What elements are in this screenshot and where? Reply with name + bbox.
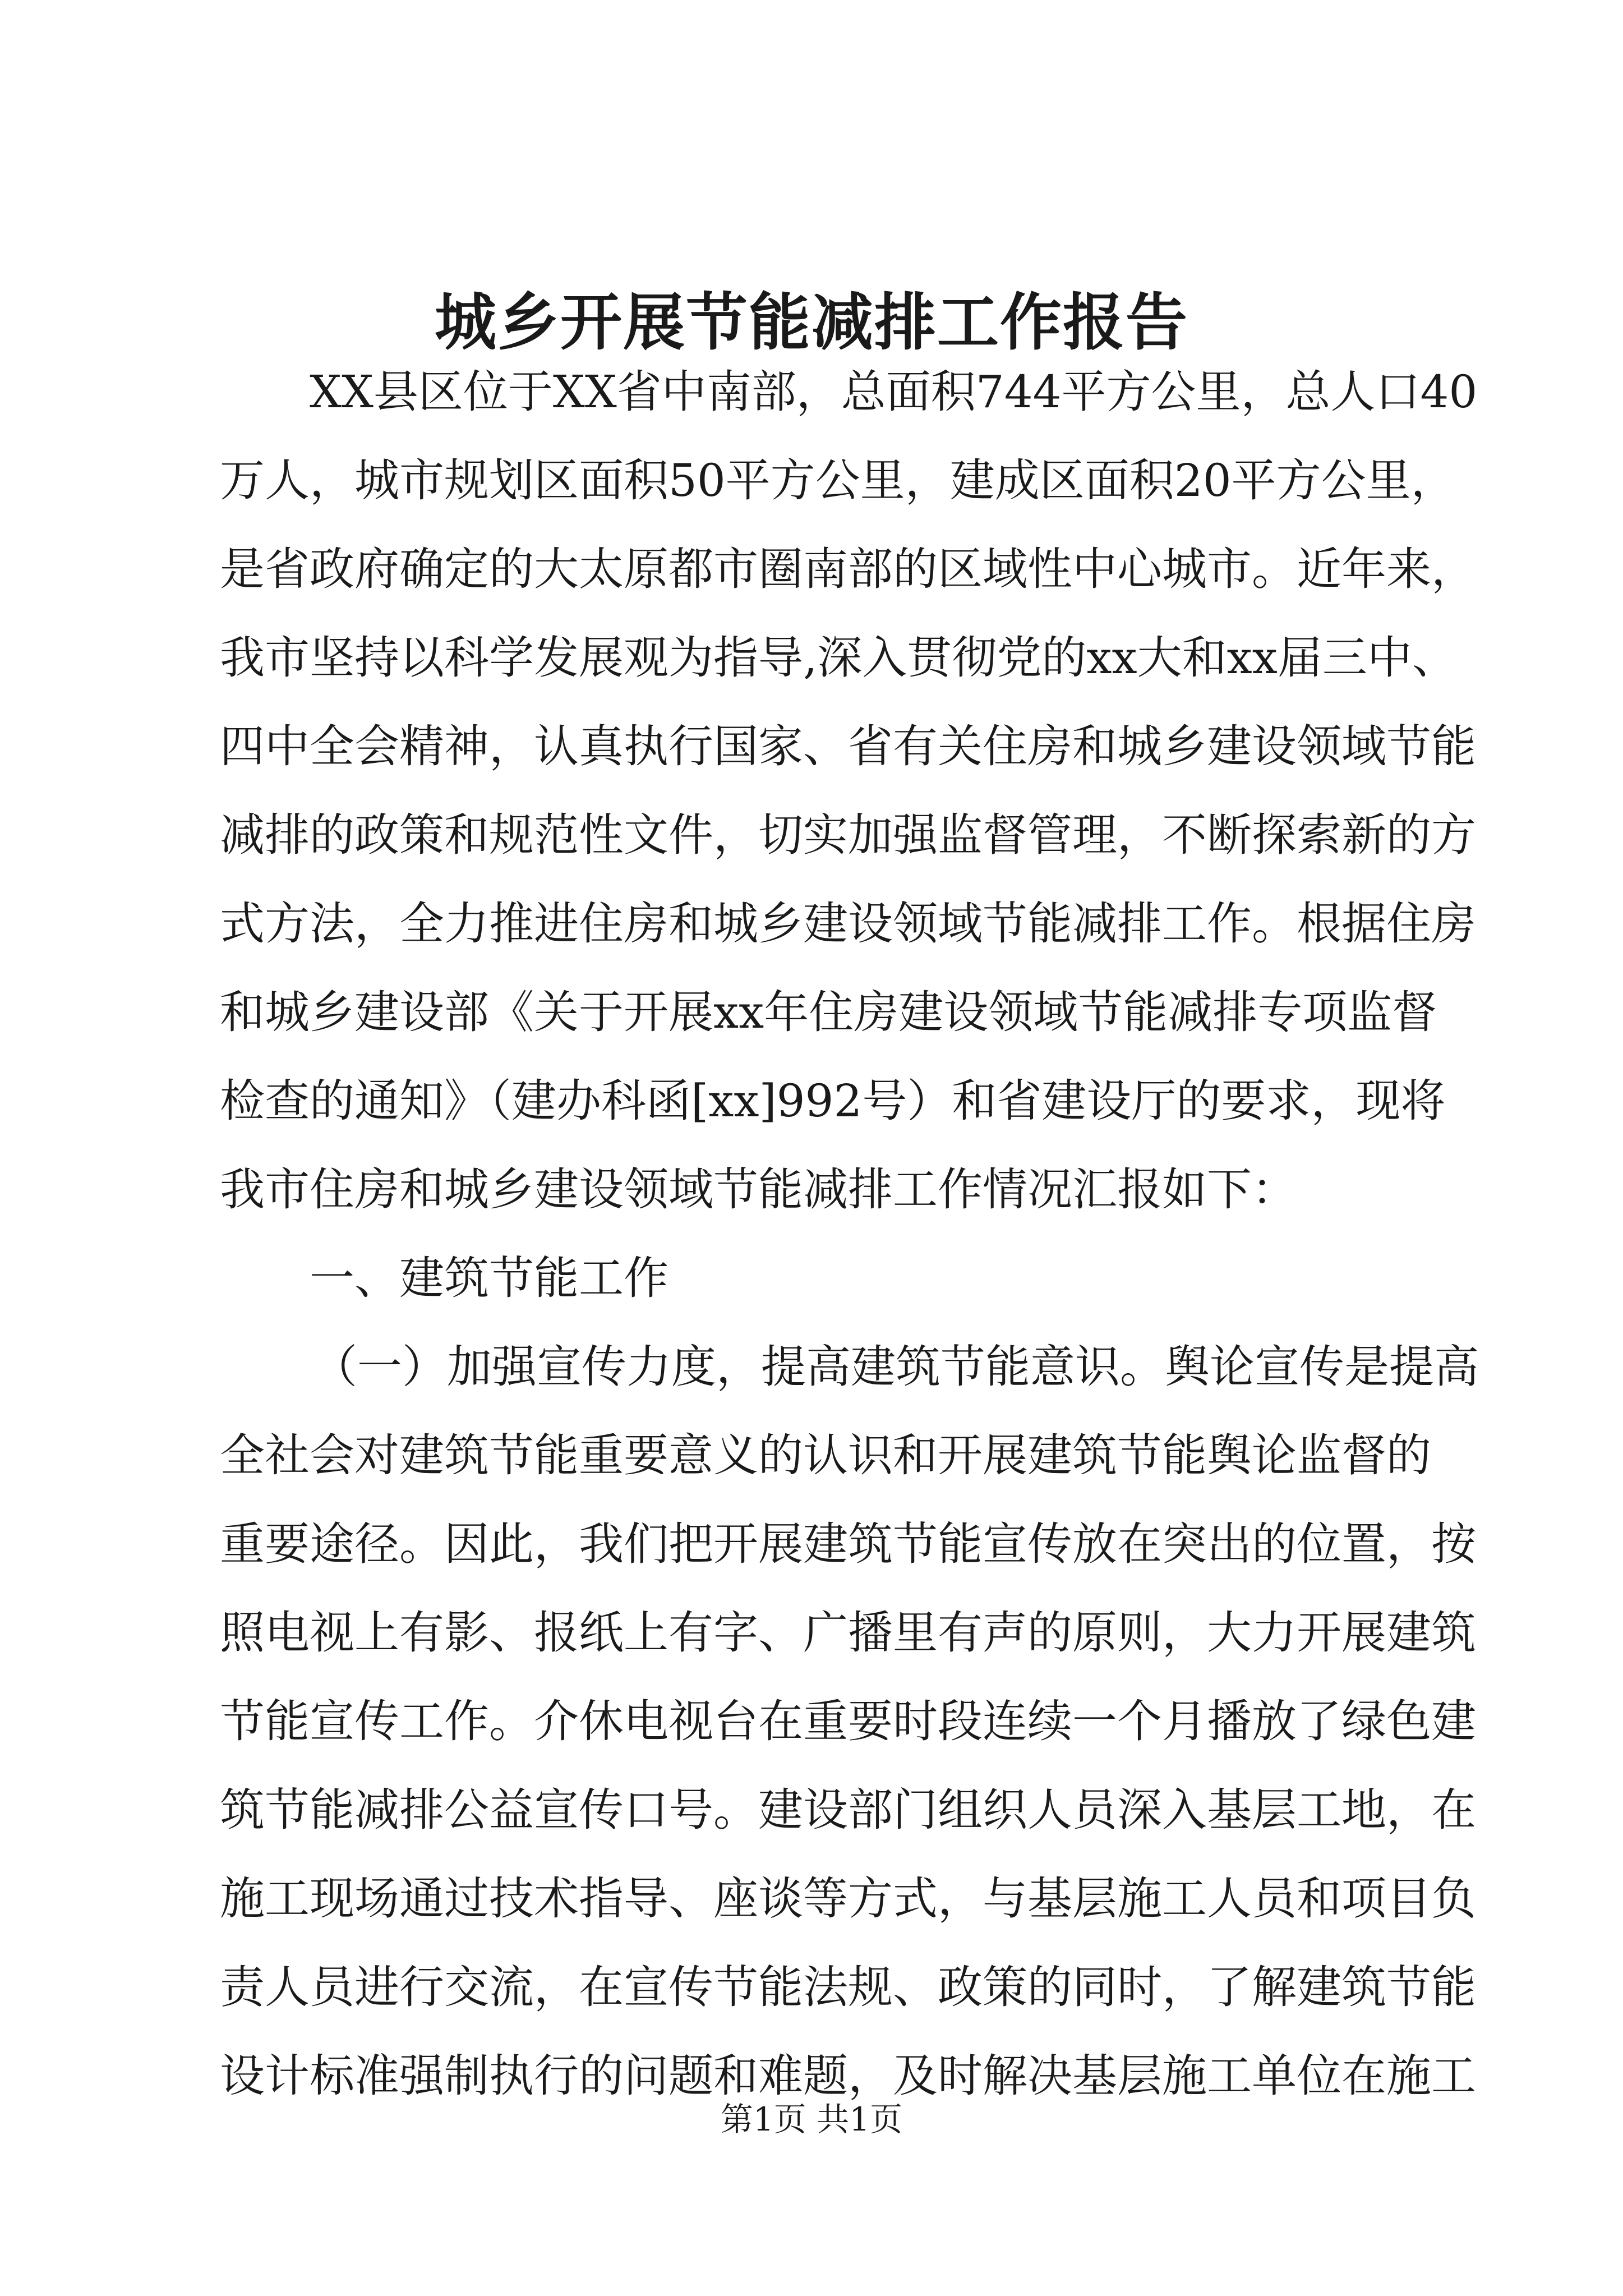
paragraph-line: 责人员进行交流，在宣传节能法规、政策的同时，了解建筑节能: [220, 1961, 1476, 2013]
paragraph-line: XX县区位于XX省中南部，总面积744平方公里，总人口40: [310, 366, 1478, 418]
paragraph-line: 我市住房和城乡建设领域节能减排工作情况汇报如下：: [220, 1163, 1297, 1216]
paragraph-line: 照电视上有影、报纸上有字、广播里有声的原则，大力开展建筑: [220, 1607, 1476, 1659]
document-title: 城乡开展节能减排工作报告: [435, 286, 1188, 358]
paragraph-line: 和城乡建设部《关于开展xx年住房建设领域节能减排专项监督: [220, 986, 1437, 1038]
paragraph-line: 全社会对建筑节能重要意义的认识和开展建筑节能舆论监督的: [220, 1429, 1431, 1481]
page-footer: 第1页 共1页: [720, 2100, 903, 2138]
paragraph-line: （一）加强宣传力度，提高建筑节能意识。舆论宣传是提高: [312, 1341, 1479, 1393]
paragraph-line: 检查的通知》（建办科函[xx]992号）和省建设厅的要求，现将: [220, 1075, 1446, 1127]
paragraph-line: 重要途径。因此，我们把开展建筑节能宣传放在突出的位置，按: [220, 1518, 1476, 1570]
paragraph-line: 节能宣传工作。介休电视台在重要时段连续一个月播放了绿色建: [220, 1695, 1476, 1747]
paragraph-line: 减排的政策和规范性文件，切实加强监督管理，不断探索新的方: [220, 809, 1476, 861]
paragraph-line: 筑节能减排公益宣传口号。建设部门组织人员深入基层工地，在: [220, 1784, 1476, 1836]
paragraph-line: 式方法，全力推进住房和城乡建设领域节能减排工作。根据住房: [220, 898, 1476, 950]
paragraph-line: 是省政府确定的大太原都市圈南部的区域性中心城市。近年来，: [220, 543, 1476, 595]
paragraph-line: 我市坚持以科学发展观为指导,深入贯彻党的xx大和xx届三中、: [220, 632, 1457, 684]
paragraph-line: 四中全会精神，认真执行国家、省有关住房和城乡建设领域节能: [220, 720, 1476, 772]
paragraph-line: 万人，城市规划区面积50平方公里，建成区面积20平方公里，: [220, 454, 1456, 507]
paragraph-line: 施工现场通过技术指导、座谈等方式，与基层施工人员和项目负: [220, 1872, 1476, 1925]
paragraph-line: 设计标准强制执行的问题和难题，及时解决基层施工单位在施工: [220, 2050, 1476, 2102]
section-heading: 一、建筑节能工作: [310, 1252, 668, 1304]
document-body: [220, 348, 1479, 2120]
